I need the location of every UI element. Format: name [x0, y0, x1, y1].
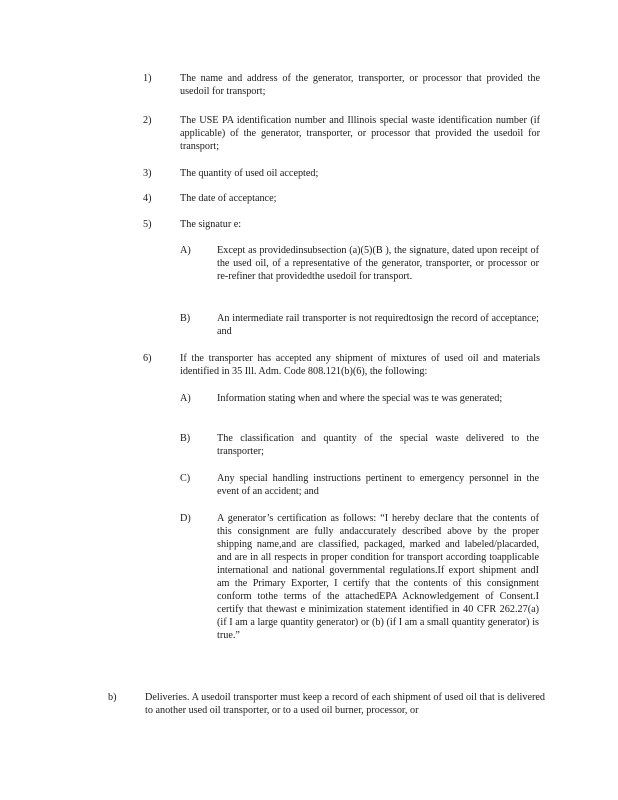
item-text: If the transporter has accepted any shipment of mixtures of used oil and materials identified in 35 Ill. Adm. Code 808.121(b)(6), the following: [180, 353, 540, 377]
item-number: B) [180, 433, 191, 444]
item-text: A generator’s certification as follows: “I hereby declare that the contents of this consignment are fully andaccurately described above by the proper shipping name,and are classified, packaged, marked and labeled/placarded, and are in all respects in proper condition for transport according toapplicable international and national governmental regulations.If export shipment andI am the Primary Exporter, I certify that the contents of this consignment conform tothe terms of the attachedEPA Acknowledgement of Consent.I certify that thewast e minimization statement identified in 40 CFR 262.27(a) (if I am a large quantity generator) or (b) (if I am a small quantity generator) is true.” [217, 513, 539, 641]
item-text: Any special handling instructions pertinent to emergency personnel in the event of an accident; and [217, 473, 539, 497]
item-text: An intermediate rail transporter is not requiredtosign the record of acceptance; and [217, 313, 539, 337]
item-text: The date of acceptance; [180, 193, 277, 204]
item-text: Information stating when and where the special was te was generated; [217, 393, 503, 404]
item-text: The name and address of the generator, transporter, or processor that provided the usedoil for transport; [180, 73, 540, 97]
item-text: Except as providedinsubsection (a)(5)(B ), the signature, dated upon receipt of the used oil, of a representative of the generator, transporter, or processor or re-refiner that providedthe usedoil for transport. [217, 245, 539, 282]
item-text: The quantity of used oil accepted; [180, 168, 319, 179]
item-number: 4) [143, 193, 152, 204]
item-number: 1) [143, 73, 152, 84]
item-number: 3) [143, 168, 152, 179]
item-number: A) [180, 393, 191, 404]
item-text: The USE PA identification number and Illinois special waste identification number (if applicable) of the generator, transporter, or processor that provided the usedoil for transport; [180, 115, 540, 152]
item-number: C) [180, 473, 191, 484]
item-number: b) [108, 692, 117, 703]
item-number: D) [180, 513, 191, 524]
item-number: 6) [143, 353, 152, 364]
item-text: The signatur e: [180, 219, 242, 230]
item-text: Deliveries. A usedoil transporter must keep a record of each shipment of used oil that is delivered to another used oil transporter, or to a used oil burner, processor, or [145, 692, 545, 716]
item-number: 2) [143, 115, 152, 126]
item-number: B) [180, 313, 191, 324]
item-number: 5) [143, 219, 152, 230]
item-text: The classification and quantity of the special waste delivered to the transporter; [217, 433, 539, 457]
item-number: A) [180, 245, 191, 256]
